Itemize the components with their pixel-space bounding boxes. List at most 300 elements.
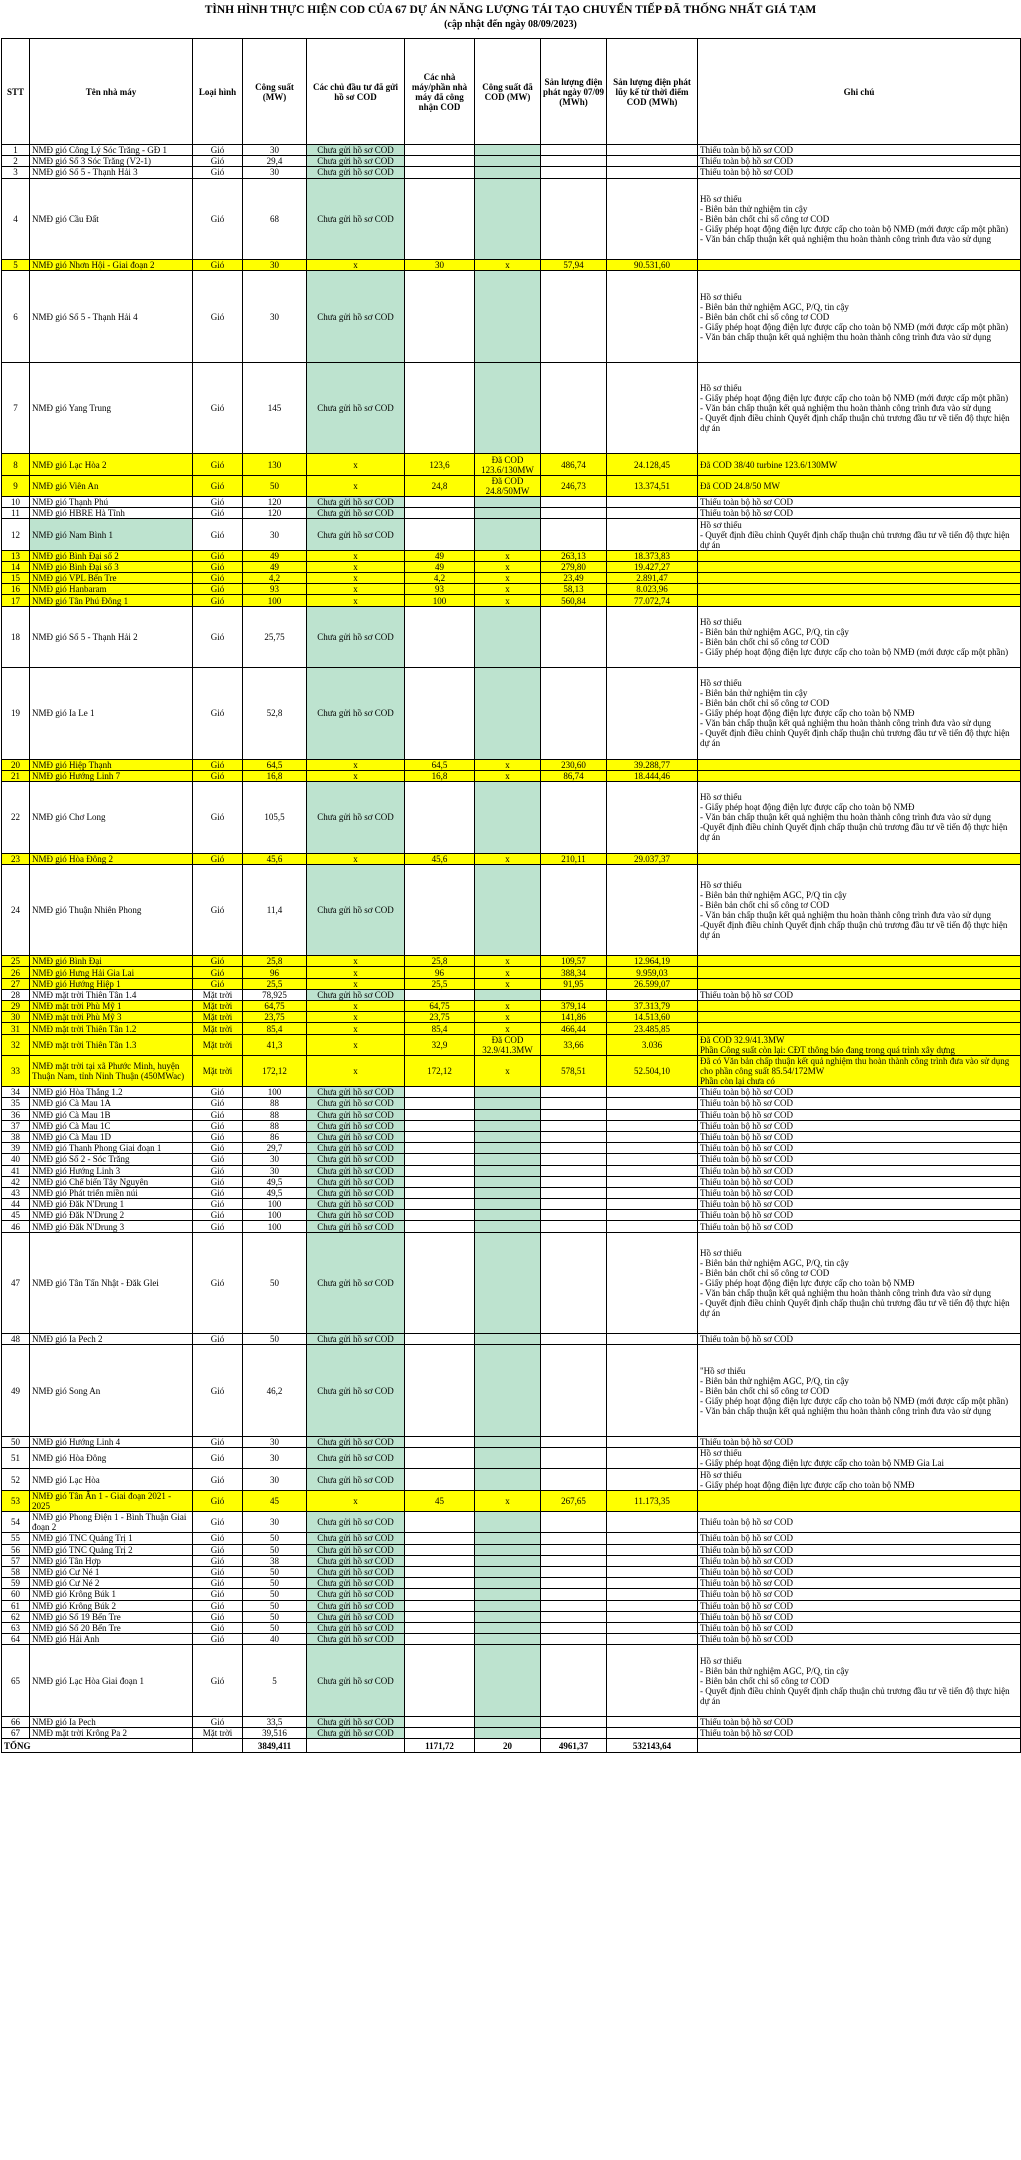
row-cod-recognized (405, 1221, 475, 1232)
row-cod-recognized (405, 1544, 475, 1555)
row-output-day: 388,34 (541, 967, 607, 978)
row-investor-submitted: Chưa gửi hồ sơ COD (307, 145, 405, 156)
row-plant-name: NMĐ gió Hiệp Thạnh (30, 759, 193, 770)
row-capacity: 25,8 (243, 956, 307, 967)
row-type: Mặt trời (193, 1012, 243, 1023)
row-notes: Thiếu toàn bộ hồ sơ COD (698, 1544, 1021, 1555)
row-plant-name: NMĐ gió Số 2 - Sóc Trăng (30, 1154, 193, 1165)
row-stt: 52 (2, 1469, 30, 1490)
row-output-cumulative (607, 1131, 698, 1142)
row-output-cumulative (607, 1232, 698, 1334)
table-row (2, 475, 1021, 496)
row-notes: Thiếu toàn bộ hồ sơ COD (698, 1165, 1021, 1176)
row-plant-name: NMĐ mặt trời Phù Mỹ 1 (30, 1001, 193, 1012)
col-header-notes: Ghi chú (698, 39, 1021, 145)
row-cod-recognized (405, 1512, 475, 1533)
row-plant-name: NMĐ gió Số 5 - Thạnh Hải 2 (30, 606, 193, 667)
row-capacity: 50 (243, 1232, 307, 1334)
row-investor-submitted: Chưa gửi hồ sơ COD (307, 1611, 405, 1622)
table-row (2, 1001, 1021, 1012)
row-cod-recognized (405, 1600, 475, 1611)
table-row (2, 508, 1021, 519)
row-cod-recognized (405, 1716, 475, 1727)
row-cod-capacity: x (475, 967, 541, 978)
row-capacity: 30 (243, 1165, 307, 1176)
row-output-day: 141,86 (541, 1012, 607, 1023)
row-capacity: 172,12 (243, 1055, 307, 1086)
table-header-row (2, 39, 1021, 145)
table-row (2, 1210, 1021, 1221)
row-notes: Đã COD 32.9/41.3MW Phần Công suất còn lại: CĐT thông báo đang trong quá trình xây dựng (698, 1034, 1021, 1055)
row-type: Gió (193, 1210, 243, 1221)
row-investor-submitted: Chưa gửi hồ sơ COD (307, 178, 405, 260)
row-stt: 43 (2, 1187, 30, 1198)
row-plant-name: NMĐ gió Thuận Nhiên Phong (30, 864, 193, 956)
row-plant-name: NMĐ gió Viên An (30, 475, 193, 496)
row-plant-name: NMĐ gió TNC Quảng Trị 1 (30, 1533, 193, 1544)
row-stt: 8 (2, 454, 30, 475)
row-output-cumulative: 26.599,07 (607, 978, 698, 989)
row-investor-submitted: Chưa gửi hồ sơ COD (307, 1098, 405, 1109)
row-stt: 28 (2, 989, 30, 1000)
row-output-cumulative (607, 1469, 698, 1490)
row-stt: 7 (2, 362, 30, 454)
row-capacity: 50 (243, 1578, 307, 1589)
row-cod-capacity (475, 271, 541, 363)
row-stt: 3 (2, 167, 30, 178)
row-investor-submitted: Chưa gửi hồ sơ COD (307, 1334, 405, 1345)
row-stt: 25 (2, 956, 30, 967)
row-plant-name: NMĐ gió Song An (30, 1345, 193, 1437)
table-row (2, 167, 1021, 178)
row-cod-recognized: 49 (405, 550, 475, 561)
row-type: Gió (193, 1098, 243, 1109)
row-cod-capacity (475, 1512, 541, 1533)
row-output-cumulative: 90.531,60 (607, 260, 698, 271)
row-output-cumulative (607, 1622, 698, 1633)
row-plant-name: NMĐ gió Phong Điện 1 - Bình Thuận Giai đoạn 2 (30, 1512, 193, 1533)
row-stt: 5 (2, 260, 30, 271)
row-type: Gió (193, 561, 243, 572)
row-stt: 27 (2, 978, 30, 989)
row-investor-submitted: Chưa gửi hồ sơ COD (307, 271, 405, 363)
row-investor-submitted: Chưa gửi hồ sơ COD (307, 989, 405, 1000)
row-cod-recognized: 64,5 (405, 759, 475, 770)
row-cod-capacity: x (475, 584, 541, 595)
table-row (2, 1622, 1021, 1633)
row-cod-recognized: 85,4 (405, 1023, 475, 1034)
row-type: Gió (193, 1109, 243, 1120)
row-plant-name: NMĐ gió Lạc Hòa Giai đoạn 1 (30, 1645, 193, 1717)
row-notes (698, 967, 1021, 978)
row-stt: 33 (2, 1055, 30, 1086)
table-row (2, 1055, 1021, 1086)
table-row (2, 1087, 1021, 1098)
row-stt: 11 (2, 508, 30, 519)
row-cod-capacity (475, 156, 541, 167)
row-type: Gió (193, 1512, 243, 1533)
row-stt: 49 (2, 1345, 30, 1437)
row-notes (698, 1490, 1021, 1511)
row-type: Gió (193, 1634, 243, 1645)
row-type: Gió (193, 1345, 243, 1437)
row-output-day (541, 1098, 607, 1109)
col-header-type: Loại hình (193, 39, 243, 145)
row-plant-name: NMĐ gió Công Lý Sóc Trăng - GĐ 1 (30, 145, 193, 156)
row-cod-recognized: 45 (405, 1490, 475, 1511)
row-capacity: 45 (243, 1490, 307, 1511)
row-cod-capacity: Đã COD 32.9/41.3MW (475, 1034, 541, 1055)
row-cod-capacity (475, 1469, 541, 1490)
row-stt: 46 (2, 1221, 30, 1232)
row-cod-capacity (475, 1154, 541, 1165)
row-investor-submitted: Chưa gửi hồ sơ COD (307, 1131, 405, 1142)
row-output-day (541, 1165, 607, 1176)
table-row (2, 561, 1021, 572)
row-plant-name: NMĐ gió Hải Anh (30, 1634, 193, 1645)
row-notes: Thiếu toàn bộ hồ sơ COD (698, 1210, 1021, 1221)
row-plant-name: NMĐ gió TNC Quảng Trị 2 (30, 1544, 193, 1555)
row-investor-submitted: Chưa gửi hồ sơ COD (307, 167, 405, 178)
row-capacity: 100 (243, 1221, 307, 1232)
col-header-cod-capacity: Công suất đã COD (MW) (475, 39, 541, 145)
row-capacity: 4,2 (243, 573, 307, 584)
row-type: Gió (193, 1611, 243, 1622)
row-notes: Đã có Văn bản chấp thuận kết quả nghiệm thu hoàn thành công trình đưa vào sử dụng cho phần công suất 85.54/172MW Phần còn lại chưa có (698, 1055, 1021, 1086)
row-stt: 24 (2, 864, 30, 956)
row-notes (698, 770, 1021, 781)
row-cod-recognized: 96 (405, 967, 475, 978)
row-output-day (541, 167, 607, 178)
row-output-cumulative (607, 1176, 698, 1187)
table-row (2, 1176, 1021, 1187)
row-notes: Thiếu toàn bộ hồ sơ COD (698, 1437, 1021, 1448)
row-type: Gió (193, 156, 243, 167)
row-output-day: 466,44 (541, 1023, 607, 1034)
row-capacity: 64,75 (243, 1001, 307, 1012)
row-output-day (541, 1469, 607, 1490)
row-type: Gió (193, 1566, 243, 1577)
table-row (2, 145, 1021, 156)
row-stt: 60 (2, 1589, 30, 1600)
row-type: Gió (193, 497, 243, 508)
row-plant-name: NMĐ gió Hướng Hiệp 1 (30, 978, 193, 989)
row-output-day: 58,13 (541, 584, 607, 595)
row-capacity: 50 (243, 1533, 307, 1544)
row-capacity: 30 (243, 1469, 307, 1490)
row-output-cumulative (607, 1221, 698, 1232)
row-cod-capacity (475, 1578, 541, 1589)
row-output-day (541, 1345, 607, 1437)
row-cod-capacity: x (475, 1023, 541, 1034)
row-cod-capacity: x (475, 759, 541, 770)
row-output-cumulative (607, 1098, 698, 1109)
row-output-cumulative: 18.444,46 (607, 770, 698, 781)
table-row (2, 1566, 1021, 1577)
row-investor-submitted: Chưa gửi hồ sơ COD (307, 1187, 405, 1198)
row-cod-capacity (475, 1600, 541, 1611)
total-output-day: 4961,37 (541, 1739, 607, 1753)
row-output-day: 379,14 (541, 1001, 607, 1012)
col-header-stt: STT (2, 39, 30, 145)
row-plant-name: NMĐ gió Hưng Hải Gia Lai (30, 967, 193, 978)
row-cod-capacity (475, 1645, 541, 1717)
row-output-cumulative (607, 1727, 698, 1738)
row-capacity: 49 (243, 561, 307, 572)
row-investor-submitted: Chưa gửi hồ sơ COD (307, 1448, 405, 1469)
row-investor-submitted: x (307, 573, 405, 584)
row-cod-capacity: Đã COD 24.8/50MW (475, 475, 541, 496)
table-row (2, 271, 1021, 363)
table-row (2, 1109, 1021, 1120)
row-output-day (541, 271, 607, 363)
row-output-day (541, 1176, 607, 1187)
row-cod-capacity (475, 1131, 541, 1142)
row-output-cumulative (607, 497, 698, 508)
row-capacity: 11,4 (243, 864, 307, 956)
row-capacity: 23,75 (243, 1012, 307, 1023)
row-capacity: 78,925 (243, 989, 307, 1000)
row-output-cumulative (607, 1210, 698, 1221)
table-row (2, 156, 1021, 167)
table-row (2, 1165, 1021, 1176)
row-type: Gió (193, 1645, 243, 1717)
row-type: Gió (193, 1199, 243, 1210)
row-investor-submitted: Chưa gửi hồ sơ COD (307, 497, 405, 508)
row-plant-name: NMĐ mặt trời Krông Pa 2 (30, 1727, 193, 1738)
row-plant-name: NMĐ mặt trời tại xã Phước Minh, huyện Thuận Nam, tỉnh Ninh Thuận (450MWac) (30, 1055, 193, 1086)
row-type: Gió (193, 770, 243, 781)
row-output-cumulative (607, 145, 698, 156)
row-cod-recognized (405, 1469, 475, 1490)
row-cod-capacity (475, 519, 541, 550)
table-row (2, 978, 1021, 989)
row-investor-submitted: Chưa gửi hồ sơ COD (307, 1645, 405, 1717)
row-cod-capacity (475, 668, 541, 760)
row-stt: 53 (2, 1490, 30, 1511)
table-row (2, 1023, 1021, 1034)
row-output-cumulative (607, 1578, 698, 1589)
total-blank-type (193, 1739, 243, 1753)
row-cod-capacity (475, 1120, 541, 1131)
row-capacity: 30 (243, 167, 307, 178)
row-plant-name: NMĐ gió Bình Đại (30, 956, 193, 967)
row-investor-submitted: x (307, 1055, 405, 1086)
row-output-day (541, 1589, 607, 1600)
row-stt: 67 (2, 1727, 30, 1738)
row-capacity: 50 (243, 1600, 307, 1611)
row-cod-recognized: 64,75 (405, 1001, 475, 1012)
row-stt: 32 (2, 1034, 30, 1055)
row-capacity: 100 (243, 595, 307, 606)
row-notes: Hồ sơ thiếu - Quyết định điều chỉnh Quyết định chấp thuận chủ trương đầu tư về tiến độ thực hiện dự án (698, 519, 1021, 550)
row-output-cumulative (607, 606, 698, 667)
row-type: Gió (193, 1622, 243, 1633)
row-stt: 15 (2, 573, 30, 584)
row-stt: 48 (2, 1334, 30, 1345)
row-cod-recognized (405, 167, 475, 178)
row-output-cumulative: 77.072,74 (607, 595, 698, 606)
row-output-cumulative (607, 1165, 698, 1176)
row-type: Gió (193, 1120, 243, 1131)
row-capacity: 68 (243, 178, 307, 260)
row-investor-submitted: Chưa gửi hồ sơ COD (307, 1589, 405, 1600)
row-cod-recognized (405, 1098, 475, 1109)
table-row (2, 497, 1021, 508)
row-stt: 23 (2, 853, 30, 864)
row-notes: Thiếu toàn bộ hồ sơ COD (698, 1634, 1021, 1645)
row-stt: 31 (2, 1023, 30, 1034)
row-cod-capacity: x (475, 1055, 541, 1086)
row-stt: 38 (2, 1131, 30, 1142)
row-cod-recognized (405, 1120, 475, 1131)
row-capacity: 145 (243, 362, 307, 454)
table-row (2, 1221, 1021, 1232)
row-output-day (541, 989, 607, 1000)
row-capacity: 49 (243, 550, 307, 561)
table-row (2, 584, 1021, 595)
row-plant-name: NMĐ gió Tân Tấn Nhật - Đăk Glei (30, 1232, 193, 1334)
row-output-cumulative (607, 1634, 698, 1645)
row-stt: 64 (2, 1634, 30, 1645)
row-stt: 54 (2, 1512, 30, 1533)
row-cod-recognized (405, 1533, 475, 1544)
row-cod-capacity (475, 1566, 541, 1577)
table-row (2, 1555, 1021, 1566)
row-cod-capacity (475, 178, 541, 260)
row-investor-submitted: Chưa gửi hồ sơ COD (307, 1165, 405, 1176)
row-cod-recognized: 45,6 (405, 853, 475, 864)
row-notes: Thiếu toàn bộ hồ sơ COD (698, 1131, 1021, 1142)
row-output-cumulative: 24.128,45 (607, 454, 698, 475)
row-output-cumulative (607, 1555, 698, 1566)
row-notes: Thiếu toàn bộ hồ sơ COD (698, 1578, 1021, 1589)
row-output-day (541, 1600, 607, 1611)
col-header-investor-submitted: Các chủ đầu tư đã gửi hồ sơ COD (307, 39, 405, 145)
row-plant-name: NMĐ mặt trời Phù Mỹ 3 (30, 1012, 193, 1023)
table-row (2, 1611, 1021, 1622)
row-notes: "Hồ sơ thiếu - Biên bản thử nghiệm AGC, P/Q, tin cậy - Biên bản chốt chỉ số công tơ COD - Giấy phép hoạt động điện lực được cấp cho toàn bộ NMĐ (mới được cấp một phần) - Văn bản chấp thuận kết quả nghiệm thu hoàn thành công trình đưa vào sử dụng (698, 1345, 1021, 1437)
row-capacity: 96 (243, 967, 307, 978)
row-output-cumulative (607, 1143, 698, 1154)
row-cod-capacity (475, 782, 541, 854)
row-notes: Thiếu toàn bộ hồ sơ COD (698, 1199, 1021, 1210)
row-capacity: 25,5 (243, 978, 307, 989)
total-row (2, 1739, 1021, 1753)
row-type: Mặt trời (193, 1034, 243, 1055)
row-cod-recognized (405, 508, 475, 519)
row-notes: Thiếu toàn bộ hồ sơ COD (698, 1600, 1021, 1611)
row-stt: 13 (2, 550, 30, 561)
row-notes (698, 1012, 1021, 1023)
row-notes: Hồ sơ thiếu - Biên bản thử nghiệm AGC, P/Q, tin cậy - Biên bản chốt chỉ số công tơ COD - Quyết định điều chỉnh Quyết định chấp thuận chủ trương đầu tư về tiến độ thực hiện dự án (698, 1645, 1021, 1717)
row-cod-recognized (405, 145, 475, 156)
row-investor-submitted: Chưa gửi hồ sơ COD (307, 519, 405, 550)
row-investor-submitted: Chưa gửi hồ sơ COD (307, 1512, 405, 1533)
row-plant-name: NMĐ gió Yang Trung (30, 362, 193, 454)
row-notes: Hồ sơ thiếu - Biên bản thử nghiệm tin cậy - Biên bản chốt chỉ số công tơ COD - Giấy phép hoạt động điện lực được cấp cho toàn bộ NMĐ - Văn bản chấp thuận kết quả nghiệm thu hoàn thành công trình đưa vào sử dụng - Quyết định điều chỉnh Quyết định chấp thuận chủ trương đầu tư về tiến độ thực hiện dự án (698, 668, 1021, 760)
row-output-day: 210,11 (541, 853, 607, 864)
row-cod-capacity (475, 606, 541, 667)
row-notes: Thiếu toàn bộ hồ sơ COD (698, 497, 1021, 508)
row-output-day: 246,73 (541, 475, 607, 496)
row-capacity: 50 (243, 1589, 307, 1600)
table-row (2, 989, 1021, 1000)
row-stt: 9 (2, 475, 30, 496)
table-row (2, 595, 1021, 606)
row-type: Gió (193, 1334, 243, 1345)
row-stt: 26 (2, 967, 30, 978)
row-notes: Hồ sơ thiếu - Giấy phép hoạt động điện lực được cấp cho toàn bộ NMĐ - Văn bản chấp thuận kết quả nghiệm thu hoàn thành công trình đưa vào sử dụng -Quyết định điều chỉnh Quyết định chấp thuận chủ trương đầu tư về tiến độ thực hiện dự án (698, 782, 1021, 854)
row-stt: 51 (2, 1448, 30, 1469)
row-plant-name: NMĐ gió Đăk N'Drung 3 (30, 1221, 193, 1232)
table-row (2, 1490, 1021, 1511)
row-stt: 58 (2, 1566, 30, 1577)
row-notes: Đã COD 38/40 turbine 123.6/130MW (698, 454, 1021, 475)
row-investor-submitted: Chưa gửi hồ sơ COD (307, 156, 405, 167)
row-cod-recognized: 100 (405, 595, 475, 606)
row-type: Gió (193, 782, 243, 854)
row-output-cumulative (607, 1512, 698, 1533)
row-cod-capacity (475, 1187, 541, 1198)
row-output-day: 57,94 (541, 260, 607, 271)
row-type: Gió (193, 1087, 243, 1098)
total-blank-notes (698, 1739, 1021, 1753)
row-type: Gió (193, 1232, 243, 1334)
row-plant-name: NMĐ gió Số 5 - Thạnh Hải 4 (30, 271, 193, 363)
row-capacity: 50 (243, 1611, 307, 1622)
row-capacity: 30 (243, 145, 307, 156)
row-stt: 10 (2, 497, 30, 508)
row-cod-recognized (405, 1334, 475, 1345)
row-output-day (541, 1087, 607, 1098)
row-output-cumulative (607, 1187, 698, 1198)
row-output-day (541, 1187, 607, 1198)
row-output-day (541, 1143, 607, 1154)
row-output-day: 230,60 (541, 759, 607, 770)
row-output-day (541, 156, 607, 167)
row-cod-recognized (405, 1448, 475, 1469)
row-stt: 61 (2, 1600, 30, 1611)
row-investor-submitted: x (307, 550, 405, 561)
row-plant-name: NMĐ gió Tân Phú Đông 1 (30, 595, 193, 606)
row-output-cumulative (607, 156, 698, 167)
row-cod-recognized (405, 1131, 475, 1142)
row-output-cumulative: 8.023,96 (607, 584, 698, 595)
row-stt: 4 (2, 178, 30, 260)
row-output-day (541, 864, 607, 956)
table-row (2, 1199, 1021, 1210)
row-type: Gió (193, 475, 243, 496)
row-notes: Hồ sơ thiếu - Biên bản thử nghiệm AGC, P/Q, tin cậy - Biên bản chốt chỉ số công tơ COD - Giấy phép hoạt động điện lực được cấp cho toàn bộ NMĐ (mới được cấp một phần) (698, 606, 1021, 667)
table-row (2, 1512, 1021, 1533)
row-output-cumulative: 2.891,47 (607, 573, 698, 584)
row-output-cumulative (607, 178, 698, 260)
row-output-cumulative (607, 1154, 698, 1165)
total-blank-submitted (307, 1739, 405, 1753)
total-output-cumulative: 532143,64 (607, 1739, 698, 1753)
row-cod-capacity: x (475, 573, 541, 584)
row-investor-submitted: Chưa gửi hồ sơ COD (307, 1154, 405, 1165)
row-type: Gió (193, 1143, 243, 1154)
row-output-day (541, 782, 607, 854)
row-output-cumulative (607, 1345, 698, 1437)
row-investor-submitted: x (307, 475, 405, 496)
row-cod-recognized: 25,8 (405, 956, 475, 967)
row-notes (698, 260, 1021, 271)
row-output-cumulative: 18.373,83 (607, 550, 698, 561)
row-notes: Thiếu toàn bộ hồ sơ COD (698, 1120, 1021, 1131)
